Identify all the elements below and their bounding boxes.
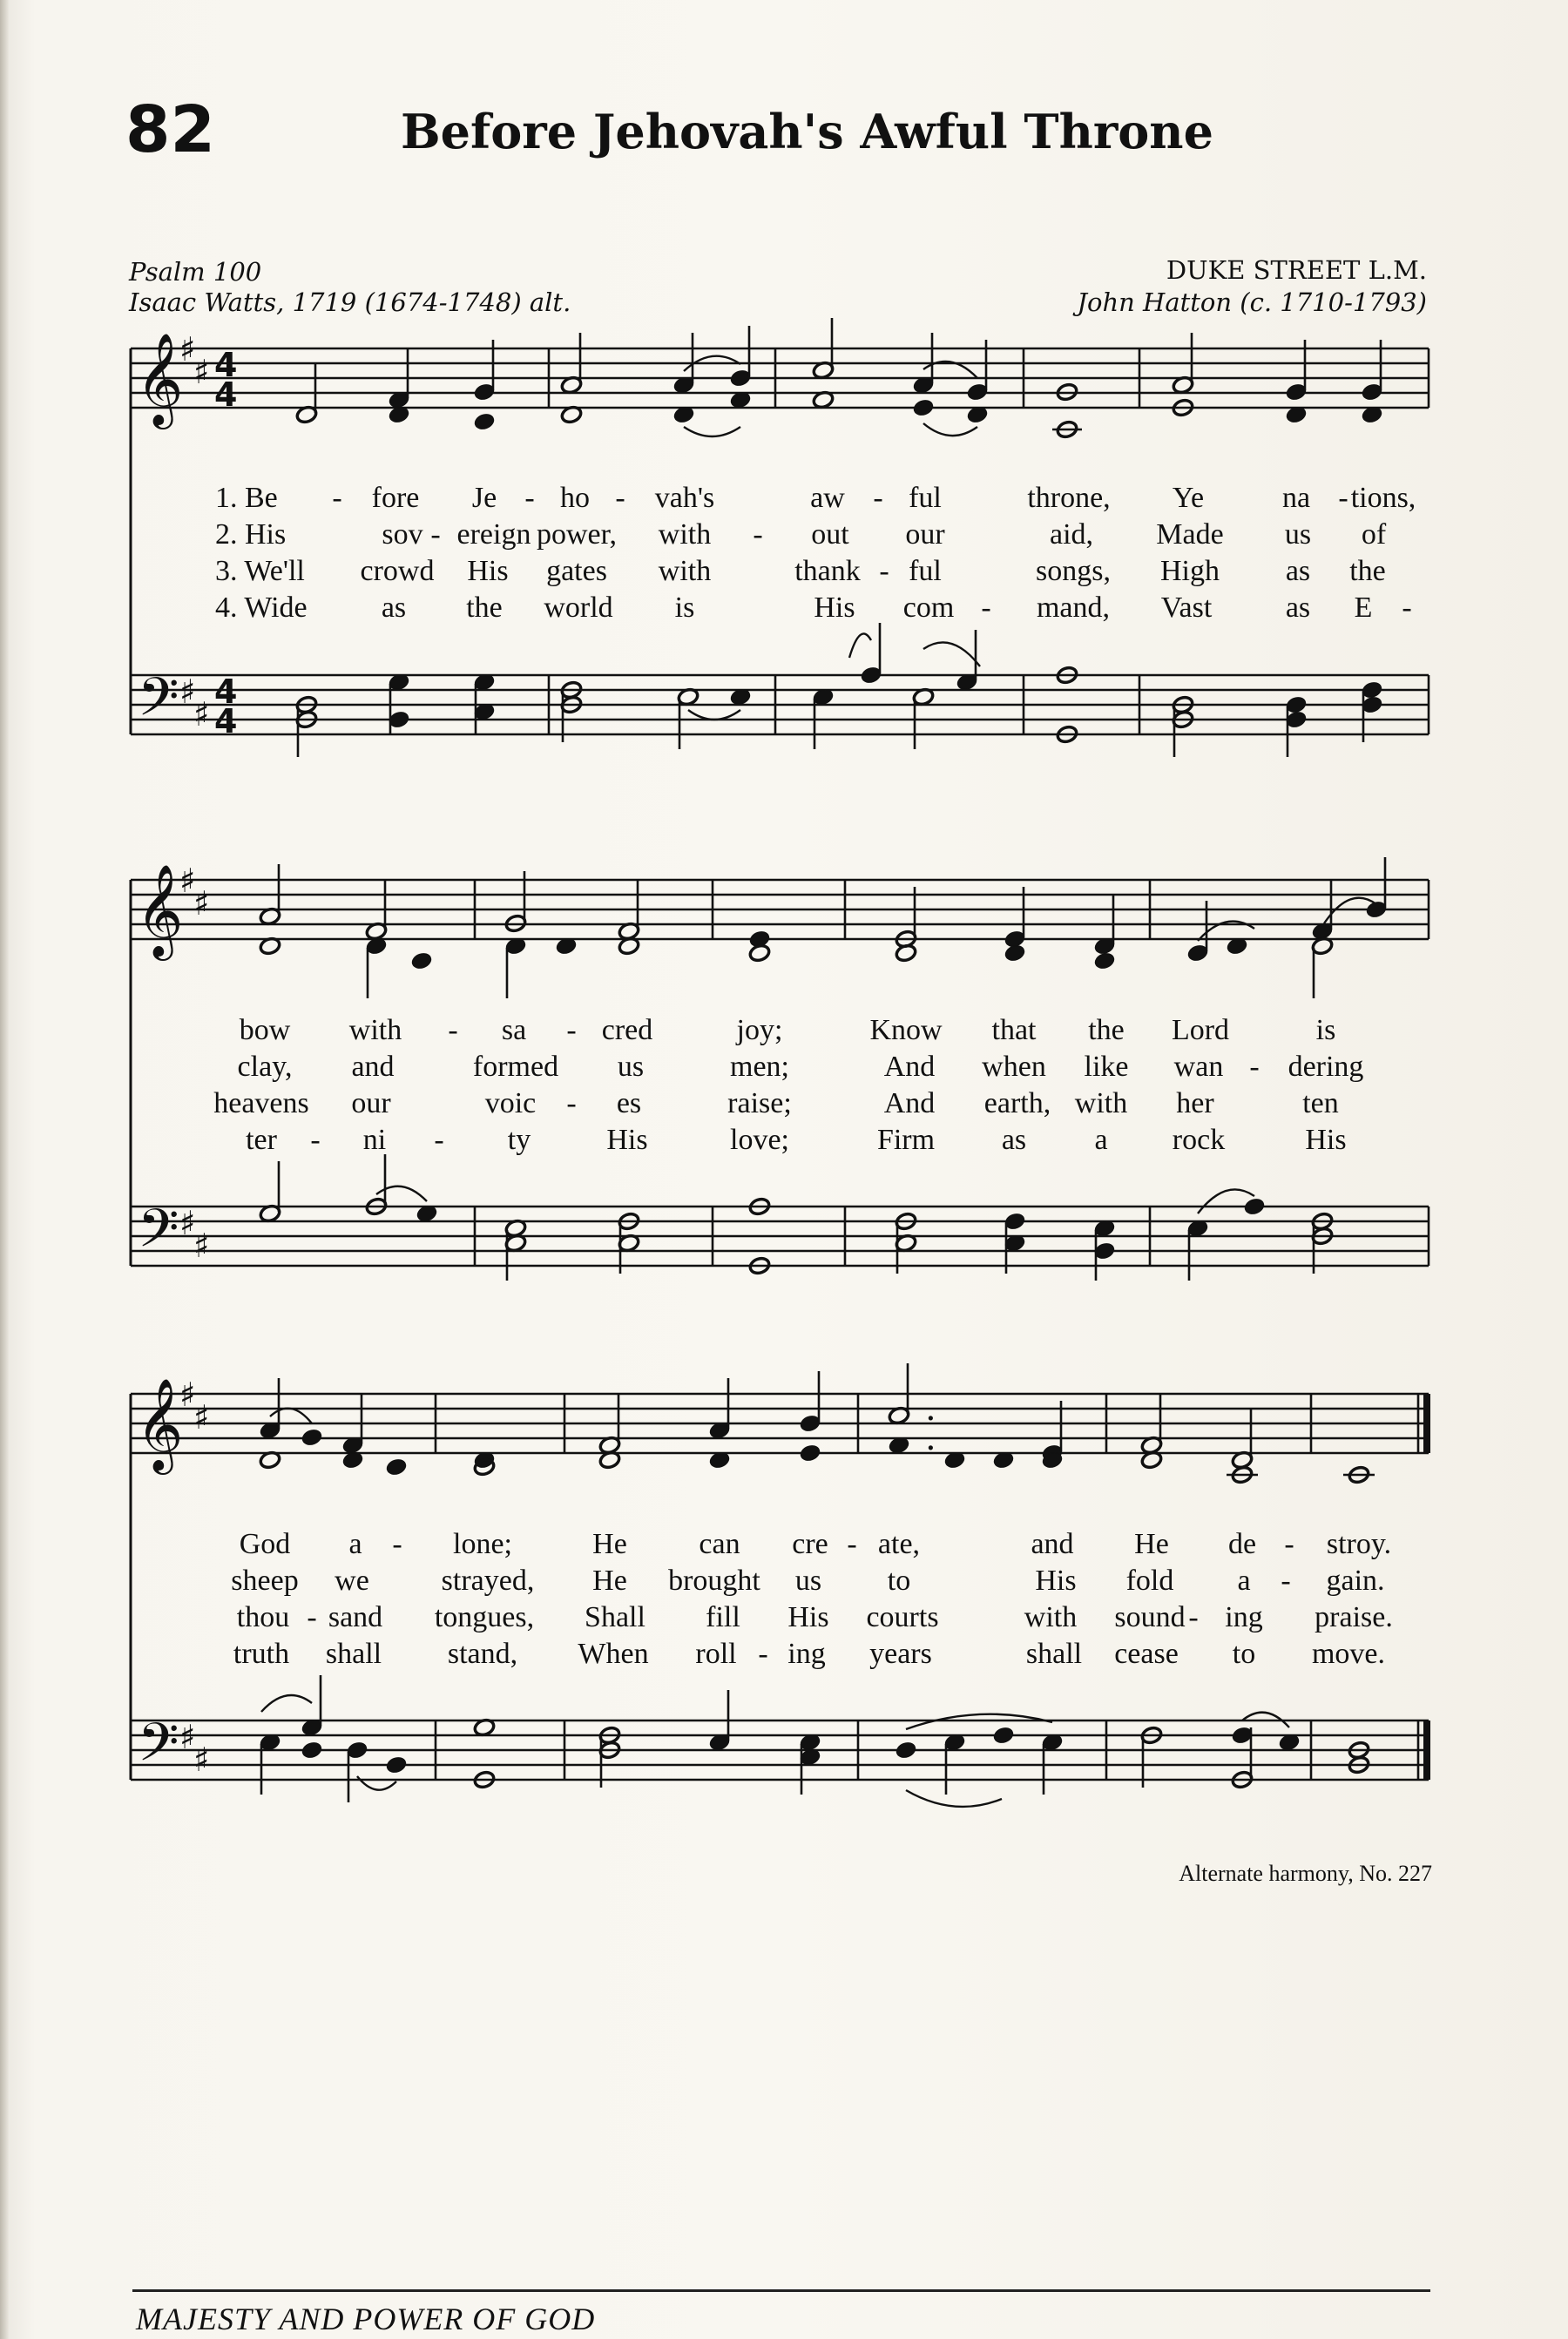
- lyric-syllable: Ye: [1172, 482, 1205, 514]
- lyric-syllable: fold: [1125, 1565, 1174, 1597]
- lyric-syllable: cred: [601, 1014, 653, 1046]
- lyric-syllable: His: [467, 555, 509, 587]
- dot: .: [925, 1418, 936, 1458]
- lyric-syllable: us: [794, 1565, 822, 1597]
- lyric-syllable: power,: [536, 518, 618, 551]
- note-head: [895, 1741, 917, 1761]
- lyric-syllable: ereign: [456, 518, 531, 551]
- lyric-hyphen: -: [615, 482, 625, 514]
- sharp-sign: ♯: [193, 1227, 210, 1265]
- lyric-syllable: and: [1031, 1528, 1074, 1560]
- lyric-syllable: 1. Be: [215, 482, 278, 514]
- lyric-syllable: as: [381, 592, 407, 624]
- lyric-syllable: na: [1281, 482, 1311, 514]
- lyric-hyphen: -: [879, 555, 889, 587]
- lyric-syllable: sound: [1114, 1601, 1186, 1633]
- note-head: [473, 412, 496, 432]
- lyric-syllable: Je: [471, 482, 497, 514]
- lyric-syllable: aid,: [1049, 518, 1094, 551]
- slur: [684, 427, 740, 436]
- lyric-hyphen: -: [332, 482, 342, 514]
- lyric-syllable: E: [1354, 592, 1373, 624]
- lyric-syllable: Know: [869, 1014, 943, 1046]
- treble-clef: 𝄞: [136, 863, 184, 957]
- lyric-hyphen: -: [566, 1014, 577, 1046]
- lyric-syllable: aw: [810, 482, 845, 514]
- lyric-syllable: ho: [560, 482, 590, 514]
- footer-rule: [132, 2289, 1430, 2292]
- lyric-syllable: clay,: [237, 1051, 293, 1083]
- note-head: [301, 1741, 323, 1761]
- lyric-syllable: Firm: [876, 1124, 936, 1156]
- lyric-syllable: out: [811, 518, 849, 551]
- slur: [923, 642, 980, 666]
- note-head: [410, 951, 433, 971]
- lyric-hyphen: -: [434, 1124, 444, 1156]
- lyric-hyphen: -: [1402, 592, 1412, 624]
- time-signature: 4: [214, 673, 238, 711]
- sharp-sign: ♯: [193, 353, 210, 391]
- treble-clef: 𝄞: [136, 332, 184, 425]
- lyric-hyphen: -: [758, 1638, 768, 1670]
- lyric-syllable: throne,: [1027, 482, 1111, 514]
- lyric-syllable: as: [1001, 1124, 1027, 1156]
- lyric-hyphen: -: [430, 518, 441, 551]
- lyric-syllable: ful: [909, 482, 942, 514]
- lyric-syllable: ing: [787, 1638, 826, 1670]
- lyric-syllable: is: [1315, 1014, 1336, 1046]
- lyric-syllable: to: [887, 1565, 911, 1597]
- lyric-hyphen: -: [981, 592, 991, 624]
- slur: [923, 423, 977, 436]
- lyric-syllable: es: [616, 1087, 642, 1119]
- slur: [357, 1776, 396, 1790]
- lyric-syllable: the: [466, 592, 503, 624]
- sharp-sign: ♯: [193, 1398, 210, 1437]
- dot: .: [925, 1389, 936, 1429]
- lyric-syllable: joy;: [736, 1014, 783, 1046]
- lyric-syllable: truth: [233, 1638, 290, 1670]
- lyric-syllable: Vast: [1160, 592, 1213, 624]
- lyric-hyphen: -: [1284, 1528, 1294, 1560]
- sharp-sign: ♯: [193, 1741, 210, 1779]
- lyric-syllable: a: [1237, 1565, 1251, 1597]
- sharp-sign: ♯: [179, 1718, 196, 1756]
- note-head: [748, 943, 771, 963]
- lyric-syllable: God: [239, 1528, 291, 1560]
- alternate-harmony-note: Alternate harmony, No. 227: [1179, 1861, 1432, 1886]
- lyric-syllable: years: [869, 1638, 932, 1670]
- note-head: [1004, 943, 1026, 963]
- lyric-syllable: is: [674, 592, 695, 624]
- hymn-number: 82: [125, 92, 215, 167]
- lyric-syllable: Shall: [585, 1601, 645, 1633]
- sharp-sign: ♯: [193, 695, 210, 733]
- lyric-syllable: ty: [507, 1124, 531, 1156]
- lyric-syllable: cre: [792, 1528, 828, 1560]
- note-head: [301, 1428, 323, 1448]
- lyric-syllable: lone;: [453, 1528, 512, 1560]
- time-signature: 4: [214, 702, 238, 740]
- lyric-syllable: formed: [472, 1051, 559, 1083]
- lyric-syllable: when: [982, 1051, 1046, 1083]
- lyric-syllable: ten: [1302, 1087, 1339, 1119]
- lyric-syllable: His: [1305, 1124, 1347, 1156]
- lyric-syllable: He: [592, 1528, 627, 1560]
- lyric-hyphen: -: [310, 1124, 321, 1156]
- lyric-syllable: And: [883, 1051, 936, 1083]
- lyric-syllable: with: [348, 1014, 402, 1046]
- lyric-syllable: raise;: [727, 1087, 792, 1119]
- lyric-syllable: High: [1160, 555, 1220, 587]
- hymn-title: Before Jehovah's Awful Throne: [401, 104, 1213, 159]
- sharp-sign: ♯: [193, 884, 210, 923]
- lyric-syllable: ni: [362, 1124, 387, 1156]
- note-head: [385, 1755, 408, 1775]
- lyric-syllable: a: [1094, 1124, 1108, 1156]
- note-head: [385, 1457, 408, 1477]
- lyric-syllable: to: [1232, 1638, 1256, 1670]
- lyric-syllable: crowd: [360, 555, 435, 587]
- lyric-syllable: 2. His: [215, 518, 287, 551]
- lyric-syllable: thank: [794, 555, 861, 587]
- lyric-hyphen: -: [847, 1528, 857, 1560]
- lyric-hyphen: -: [1281, 1565, 1291, 1597]
- time-signature: 4: [214, 375, 238, 414]
- note-head: [799, 1443, 821, 1464]
- lyric-syllable: When: [578, 1638, 649, 1670]
- lyric-syllable: He: [592, 1565, 627, 1597]
- lyric-syllable: with: [1024, 1601, 1078, 1633]
- lyric-syllable: tongues,: [434, 1601, 535, 1633]
- lyric-syllable: the: [1349, 555, 1386, 587]
- lyric-syllable: Made: [1156, 518, 1224, 551]
- lyric-syllable: stroy.: [1326, 1528, 1392, 1560]
- note-head: [1243, 1197, 1266, 1217]
- lyric-syllable: songs,: [1036, 555, 1111, 587]
- slur: [270, 1409, 312, 1423]
- lyric-syllable: roll: [695, 1638, 737, 1670]
- lyric-syllable: shall: [325, 1638, 382, 1670]
- author-credit: Isaac Watts, 1719 (1674-1748) alt.: [129, 287, 571, 317]
- lyric-syllable: bow: [239, 1014, 291, 1046]
- lyric-syllable: 4. Wide: [215, 592, 308, 624]
- lyric-syllable: sov: [382, 518, 423, 551]
- lyric-syllable: us: [617, 1051, 645, 1083]
- lyric-syllable: wan: [1173, 1051, 1224, 1083]
- lyric-hyphen: -: [753, 518, 763, 551]
- lyric-syllable: He: [1134, 1528, 1169, 1560]
- lyric-syllable: thou: [236, 1601, 290, 1633]
- lyric-syllable: tions,: [1350, 482, 1416, 514]
- lyric-syllable: as: [1285, 592, 1311, 624]
- lyric-hyphen: -: [1338, 482, 1348, 514]
- lyric-syllable: strayed,: [441, 1565, 535, 1597]
- lyric-hyphen: -: [307, 1601, 317, 1633]
- lyric-syllable: vah's: [654, 482, 715, 514]
- lyric-syllable: our: [351, 1087, 391, 1119]
- lyric-syllable: voic: [484, 1087, 537, 1119]
- lyric-syllable: And: [883, 1087, 936, 1119]
- lyric-syllable: move.: [1311, 1638, 1386, 1670]
- lyric-syllable: heavens: [213, 1087, 309, 1119]
- sharp-sign: ♯: [179, 1204, 196, 1242]
- lyric-syllable: the: [1088, 1014, 1125, 1046]
- treble-clef: 𝄞: [136, 1377, 184, 1470]
- lyric-hyphen: -: [448, 1014, 458, 1046]
- lyric-syllable: shall: [1025, 1638, 1083, 1670]
- sharp-sign: ♯: [179, 330, 196, 368]
- section-footer: MAJESTY AND POWER OF GOD: [136, 2302, 596, 2336]
- note-head: [1093, 951, 1116, 971]
- lyric-syllable: praise.: [1315, 1601, 1393, 1633]
- lyric-syllable: sand: [328, 1601, 383, 1633]
- tune-name: DUKE STREET L.M.: [1166, 255, 1427, 285]
- lyric-syllable: as: [1285, 555, 1311, 587]
- lyric-syllable: fore: [371, 482, 420, 514]
- lyric-syllable: fill: [706, 1601, 740, 1633]
- lyric-syllable: us: [1284, 518, 1312, 551]
- slur: [688, 710, 740, 720]
- lyric-syllable: our: [905, 518, 945, 551]
- lyric-syllable: sa: [501, 1014, 527, 1046]
- lyric-syllable: of: [1361, 518, 1387, 551]
- sharp-sign: ♯: [179, 1376, 196, 1414]
- lyric-syllable: we: [335, 1565, 369, 1597]
- composer-credit: John Hatton (c. 1710-1793): [1077, 287, 1427, 317]
- lyric-syllable: with: [658, 555, 712, 587]
- lyric-syllable: earth,: [983, 1087, 1051, 1119]
- lyric-syllable: dering: [1288, 1051, 1364, 1083]
- lyric-syllable: like: [1084, 1051, 1129, 1083]
- lyric-hyphen: -: [566, 1087, 577, 1119]
- lyric-syllable: rock: [1172, 1124, 1226, 1156]
- slur: [261, 1695, 312, 1712]
- lyric-syllable: her: [1176, 1087, 1214, 1119]
- lyric-syllable: ful: [909, 555, 942, 587]
- lyric-syllable: can: [699, 1528, 740, 1560]
- sharp-sign: ♯: [179, 862, 196, 900]
- lyric-syllable: ate,: [877, 1528, 921, 1560]
- slur: [906, 1790, 1002, 1807]
- note-head: [912, 398, 935, 418]
- sharp-sign: ♯: [179, 673, 196, 711]
- lyric-syllable: love;: [730, 1124, 789, 1156]
- lyric-syllable: de: [1227, 1528, 1257, 1560]
- slur: [849, 633, 871, 658]
- lyric-syllable: Lord: [1171, 1014, 1230, 1046]
- bass-clef: 𝄢: [138, 1712, 179, 1787]
- time-signature: 4: [214, 346, 238, 384]
- lyric-syllable: sheep: [231, 1565, 299, 1597]
- lyric-syllable: a: [348, 1528, 362, 1560]
- lyric-syllable: ter: [246, 1124, 277, 1156]
- lyric-syllable: 3. We'll: [215, 555, 305, 587]
- lyric-syllable: that: [991, 1014, 1037, 1046]
- lyric-syllable: His: [814, 592, 855, 624]
- note-head: [992, 1726, 1015, 1746]
- lyric-syllable: courts: [866, 1601, 939, 1633]
- lyric-syllable: gain.: [1326, 1565, 1385, 1597]
- lyric-syllable: His: [1035, 1565, 1077, 1597]
- bass-clef: 𝄢: [138, 1198, 179, 1273]
- text-source: Psalm 100: [129, 257, 262, 287]
- lyric-syllable: and: [351, 1051, 395, 1083]
- lyric-syllable: with: [1074, 1087, 1128, 1119]
- lyric-hyphen: -: [524, 482, 535, 514]
- lyric-syllable: His: [606, 1124, 648, 1156]
- lyric-hyphen: -: [873, 482, 883, 514]
- lyric-syllable: with: [658, 518, 712, 551]
- lyric-syllable: stand,: [447, 1638, 518, 1670]
- lyric-hyphen: -: [392, 1528, 402, 1560]
- lyric-hyphen: -: [1188, 1601, 1199, 1633]
- bass-clef: 𝄢: [138, 666, 179, 741]
- lyric-syllable: ing: [1225, 1601, 1263, 1633]
- lyric-syllable: cease: [1114, 1638, 1179, 1670]
- lyric-syllable: world: [544, 592, 613, 624]
- lyric-syllable: com: [902, 592, 955, 624]
- lyric-syllable: gates: [546, 555, 607, 587]
- slur: [906, 1714, 1052, 1729]
- lyric-syllable: His: [787, 1601, 829, 1633]
- lyric-syllable: men;: [730, 1051, 789, 1083]
- lyric-syllable: mand,: [1036, 592, 1111, 624]
- lyric-hyphen: -: [1249, 1051, 1260, 1083]
- lyric-syllable: brought: [668, 1565, 760, 1597]
